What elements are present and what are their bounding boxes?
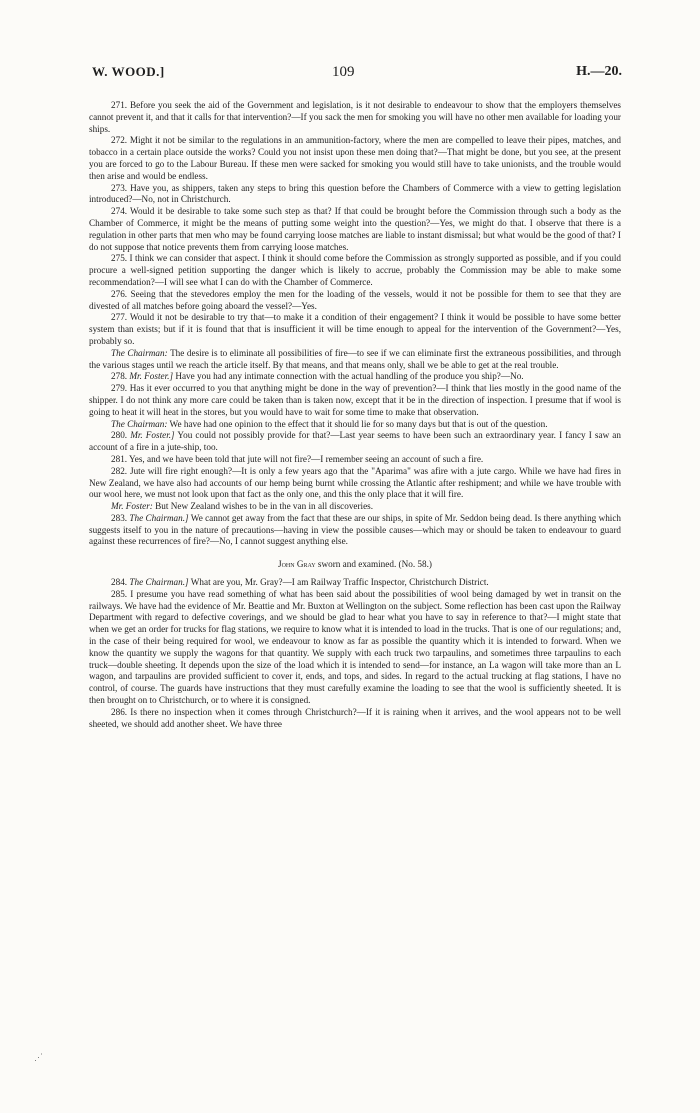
paragraph-text: But New Zealand wishes to be in the van in all discoveries. — [155, 501, 374, 512]
paragraph-text: Have you had any intimate connection with the actual handling of the produce you ship?—No. — [175, 371, 524, 382]
paragraph-272: 272. Might it not be similar to the regulations in an ammunition-factory, where the men are compelled to leave their pipes, matches, and tobacco in a certain place outside the works? Could you not insist upon these men doing that?—That might be done, but you see, at the present you are forced to go to the Labour Bureau. If these men were sacked for smoking you would still have to take unionists, and the trouble would then arise and would be endless. — [89, 135, 621, 181]
paragraph-chairman-remark-2 — [89, 419, 621, 431]
paragraph-foster-remark — [89, 501, 621, 513]
paragraph-275: 275. I think we can consider that aspect. I think it should come before the Commission as strongly supported as possible, and if you could procure a well-signed petition supporting the danger which is likely to accrue, probably the Commission may be able to make some recommendation?—I will see what I can do with the Chamber of Commerce. — [89, 253, 621, 287]
paragraph-279: 279. Has it ever occurred to you that anything might be done in the way of prevention?—I think that lies mostly in the good name of the shipper. I do not think any more care could be taken than is taken now, except that it be in the direction of inspection. I presume that if wool is going to heat it will heat in the stores, but you would have to wait for some time to make that observation. — [89, 383, 621, 417]
paragraph-280 — [89, 430, 621, 454]
paragraph-text: We cannot get away from the fact that these are our ships, in spite of Mr. Seddon being dead. Is there anything which suggests itself to you in the nature of precautions—having in view the possible causes—which may or should be taken to endeavour to guard against these recurrences of fire?—No, I cannot suggest anything else. — [89, 512, 622, 547]
paragraph-284 — [89, 577, 621, 589]
speaker: Mr. Foster.] — [129, 371, 174, 382]
paragraph-281: 281. Yes, and we have been told that jute will not fire?—I remember seeing an account of such a fire. — [111, 453, 484, 464]
paragraph-283 — [89, 513, 621, 548]
paragraph-273: 273. Have you, as shippers, taken any steps to bring this question before the Chambers of Commerce with a view to getting legislation introduced?—No, not in Christchurch. — [89, 182, 621, 205]
header-witness: W. WOOD.] — [92, 64, 165, 79]
page-number: 109 — [332, 64, 355, 80]
question-number: 283. — [111, 512, 128, 523]
document-body — [89, 100, 621, 730]
paragraph-text: What are you, Mr. Gray?—I am Railway Traffic Inspector, Christchurch District. — [190, 577, 489, 588]
section-heading-text: sworn and examined. (No. 58.) — [317, 559, 432, 570]
paragraph-282: 282. Jute will fire right enough?—It is only a few years ago that the "Aparima" was afire with a jute cargo. While we have had fires in New Zealand, we have also had accounts of our hemp being burnt while crossing the Atlantic after reshipment; and while we have trouble with our wool here, we must not look upon that fact as the only one, and this the only place that it will fire. — [89, 465, 621, 500]
paragraph-text: We have had one opinion to the effect that it should lie for so many days but that is out of the question. — [169, 418, 548, 429]
paragraph-text: The desire is to eliminate all possibilities of fire—to see if we can eliminate first the extraneous possibilities, and through the various stages until we reach the article itself. By that means, and that means only, shall we be able to get at the real trouble. — [89, 347, 621, 370]
witness-name: John Gray — [278, 559, 316, 570]
paragraph-276: 276. Seeing that the stevedores employ the men for the loading of the vessels, would it not be possible for them to see that they are divested of all matches before going aboard the vessel?—Yes. — [89, 288, 621, 311]
paragraph-chairman-remark — [89, 348, 621, 372]
speaker: Mr. Foster.] — [130, 430, 175, 441]
speaker: The Chairman: — [111, 418, 168, 429]
paragraph-271: 271. Before you seek the aid of the Government and legislation, is it not desirable to endeavour to show that the employers themselves cannot prevent it, and that it calls for that intervention?—If you sack the men for smoking you will have no other men available for loading your ships. — [89, 100, 621, 134]
paragraph-285: 285. I presume you have read something of what has been said about the possibilities of wool being damaged by wet in transit on the railways. We have had the evidence of Mr. Beattie and Mr. Buxton at Wellington on the subject. Some reflection has been cast upon the Railway Department with regard to defective coverings, and we should be glad to hear what you have to say in reference to that?—I might state that when we get an order for trucks for flag stations, we require to know what it is intended to load in the trucks. That is one of our regulations; and, in the case of their being required for wool, we endeavour to know as far as possible the quantity which it is intended to forward. When we know the quantity we supply the wagons for that quantity. We supply with each truck two tarpaulins, and sometimes three tarpaulins to each truck—double sheeting. It depends upon the size of the load which it is intended to send—for instance, an La wagon will take more than an L wagon, and tarpaulins are provided sufficient to cover it, ends, and tops, and sides. In regard to the actual trucking at flag stations, I have no control, of course. The guards have instructions that they must carefully examine the loading to see that the wool is sufficiently sheeted. It is then brought on to Christchurch, or to where it is consigned. — [89, 588, 621, 706]
question-number: 278. — [111, 371, 128, 382]
scan-mark: ⋰ — [34, 1052, 43, 1062]
witness-section-heading — [89, 559, 621, 571]
paragraph-286: 286. Is there no inspection when it comes through Christchurch?—If it is raining when it arrives, and the wool appears not to be well sheeted, we should add another sheet. We have three — [89, 706, 621, 729]
paragraph-278 — [89, 371, 621, 383]
speaker: The Chairman.] — [129, 512, 189, 523]
paragraph-277: 277. Would it not be desirable to try that—to make it a condition of their engagement? I think it would be possible to have some better system than exists; but if it is found that that is insufficient it will be time enough to appeal for the intervention of the Government?—Yes, probably so. — [89, 312, 621, 346]
question-number: 280. — [111, 430, 128, 441]
paragraph-274: 274. Would it be desirable to take some such step as that? If that could be brought before the Commission through such a body as the Chamber of Commerce, it might be the means of putting some weight into the question?—Yes, we might do that. I observe that there is a regulation in other parts that men who may be found carrying loose matches are liable to instant dismissal; but what would be the good of that? I do not suppose that notice prevents them from carrying loose matches. — [89, 206, 621, 252]
paragraph-text: You could not possibly provide for that?—Last year seems to have been such an extraordinary year. I fancy I saw an account of a fire in a jute-ship, too. — [89, 430, 621, 453]
speaker: The Chairman: — [111, 347, 168, 358]
speaker: Mr. Foster: — [111, 501, 153, 512]
header-paper-ref: H.—20. — [576, 64, 622, 79]
page-header — [92, 64, 622, 84]
speaker: The Chairman.] — [129, 577, 189, 588]
question-number: 284. — [111, 577, 128, 588]
